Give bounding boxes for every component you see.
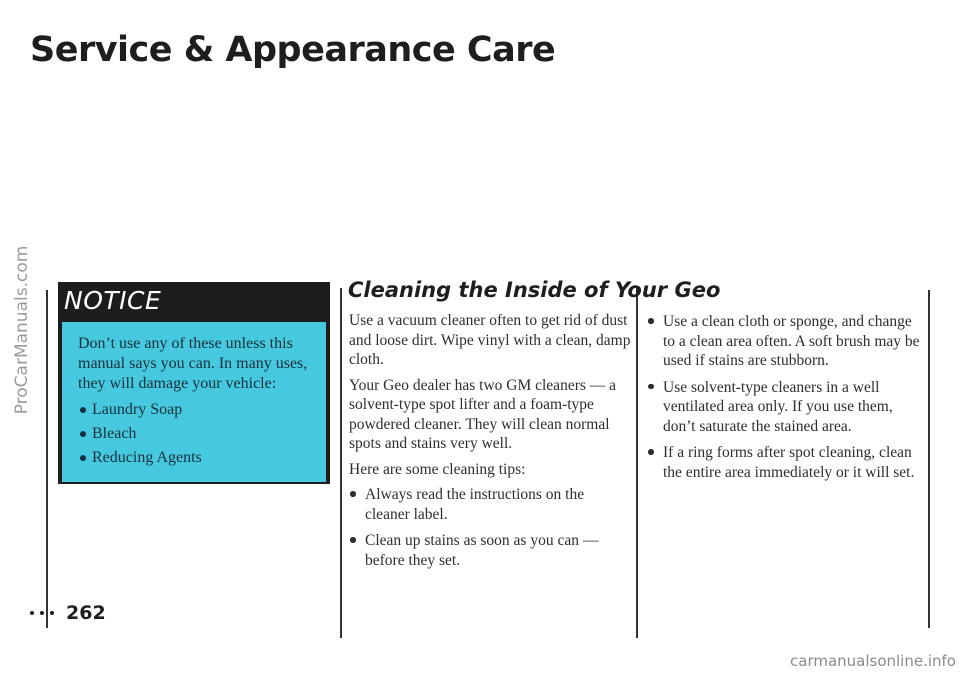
left-margin-rule [46, 290, 48, 628]
page-number-text: 262 [66, 602, 106, 624]
notice-item: Laundry Soap [78, 400, 316, 420]
right-margin-rule [928, 290, 930, 628]
notice-item: Bleach [78, 424, 316, 444]
tip-item: Clean up stains as soon as you can — before they set. [349, 531, 631, 570]
paragraph-tips-intro: Here are some cleaning tips: [349, 460, 526, 478]
paragraph-vacuum: Use a vacuum cleaner often to get rid of dust and loose dirt. Wipe vinyl with a clean, damp cloth. [349, 312, 631, 368]
middle-column [349, 311, 631, 577]
bottom-watermark: carmanualsonline.info [790, 652, 956, 670]
tip-item: Use solvent-type cleaners in a well ventilated area only. If you use them, don’t saturate the stained area. [647, 378, 922, 437]
paragraph-cleaners: Your Geo dealer has two GM cleaners — a solvent-type spot lifter and a foam-type powdered cleaner. They will clean normal spots and stains very well. [349, 376, 617, 452]
page-number [30, 602, 106, 624]
notice-list [78, 400, 316, 468]
tips-list-1 [349, 485, 631, 570]
tip-item: If a ring forms after spot cleaning, clean the entire area immediately or it will set. [647, 443, 922, 482]
tip-item: Use a clean cloth or sponge, and change to a clean area often. A soft brush may be used if stains are stubborn. [647, 312, 922, 371]
section-heading: Cleaning the Inside of Your Geo [348, 278, 721, 302]
notice-title: NOTICE [64, 286, 162, 315]
column-divider-2 [636, 288, 638, 638]
notice-box [58, 282, 330, 484]
page-title: Service & Appearance Care [30, 30, 556, 70]
page-number-dots [30, 598, 66, 620]
side-watermark-text: ProCarManuals.com [12, 245, 32, 415]
notice-panel [62, 322, 326, 482]
tip-item: Always read the instructions on the cleaner label. [349, 485, 631, 524]
tips-list-2 [647, 312, 922, 482]
right-column [647, 312, 922, 489]
notice-item: Reducing Agents [78, 448, 316, 468]
column-divider-1 [340, 288, 342, 638]
notice-text: Don’t use any of these unless this manual says you can. In many uses, they will damage your vehicle: [78, 335, 308, 392]
